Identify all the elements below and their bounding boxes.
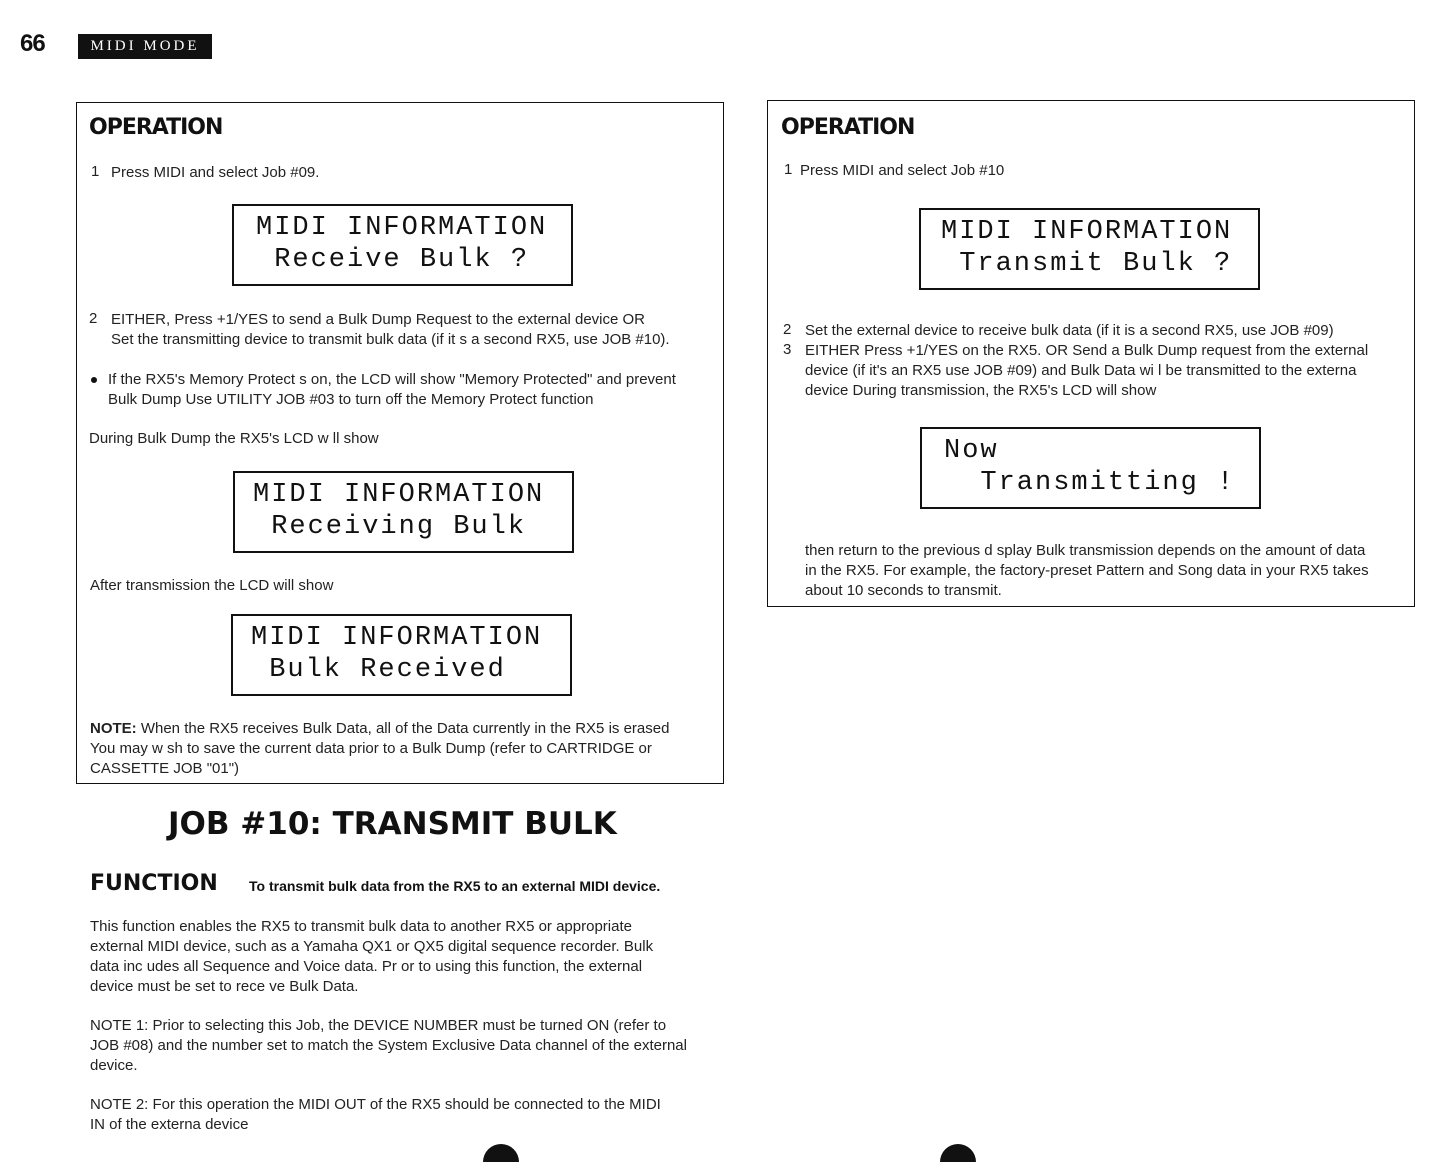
lcd-line-2: Receiving Bulk	[253, 512, 527, 542]
body-text: then return to the previous d splay Bulk transmission depends on the amount of data	[805, 542, 1366, 559]
step-text: Press MIDI and select Job #09.	[111, 164, 320, 181]
bullet-icon	[91, 377, 97, 383]
step-number: 1	[784, 161, 793, 178]
lcd-display	[919, 208, 1260, 290]
note-line: NOTE 2: For this operation the MIDI OUT of the RX5 should be connected to the MIDI	[90, 1096, 661, 1113]
lcd-line-1: MIDI INFORMATION	[253, 480, 545, 510]
note-label: NOTE:	[90, 720, 137, 737]
bullet-text: Bulk Dump Use UTILITY JOB #03 to turn off the Memory Protect function	[108, 391, 594, 408]
lcd-display	[920, 427, 1261, 509]
page-number: 66	[20, 30, 45, 57]
body-text: During Bulk Dump the RX5's LCD w ll show	[89, 430, 379, 447]
body-text: about 10 seconds to transmit.	[805, 582, 1002, 599]
lcd-display	[231, 614, 572, 696]
paragraph-line: external MIDI device, such as a Yamaha QX1 or QX5 digital sequence recorder. Bulk	[90, 938, 654, 955]
lcd-line-2: Transmit Bulk ?	[941, 249, 1233, 279]
bullet-text: If the RX5's Memory Protect s on, the LCD will show "Memory Protected" and prevent	[108, 371, 676, 388]
step-number: 2	[783, 321, 792, 338]
function-label: FUNCTION	[90, 871, 218, 896]
paragraph-line: device must be set to rece ve Bulk Data.	[90, 978, 359, 995]
step-text: EITHER, Press +1/YES to send a Bulk Dump Request to the external device OR	[111, 311, 646, 328]
lcd-line-1: MIDI INFORMATION	[251, 623, 543, 653]
lcd-display	[233, 471, 574, 553]
step-text: Set the external device to receive bulk data (if it is a second RX5, use JOB #09)	[805, 322, 1334, 339]
body-text: After transmission the LCD will show	[90, 577, 334, 594]
paragraph-line: This function enables the RX5 to transmit bulk data to another RX5 or appropriate	[90, 918, 632, 935]
lcd-line-1: MIDI INFORMATION	[941, 217, 1233, 247]
step-text: Press MIDI and select Job #10	[800, 162, 1005, 179]
section-label: MIDI MODE	[78, 34, 212, 59]
operation-heading: OPERATION	[89, 115, 223, 140]
binding-hole-mark	[483, 1144, 519, 1162]
note-line: NOTE 1: Prior to selecting this Job, the DEVICE NUMBER must be turned ON (refer to	[90, 1017, 667, 1034]
lcd-display	[232, 204, 573, 286]
lcd-line-2: Transmitting !	[944, 468, 1236, 498]
paragraph-line: data inc udes all Sequence and Voice data. Pr or to using this function, the external	[90, 958, 643, 975]
note-line: device.	[90, 1057, 138, 1074]
lcd-line-1: Now	[944, 436, 999, 466]
lcd-line-1: MIDI INFORMATION	[256, 213, 548, 243]
lcd-line-2: Receive Bulk ?	[256, 245, 530, 275]
right-operation-box	[767, 100, 1415, 607]
binding-hole-mark	[940, 1144, 976, 1162]
step-number: 3	[783, 341, 792, 358]
note-line: You may w sh to save the current data prior to a Bulk Dump (refer to CARTRIDGE or	[90, 740, 652, 757]
step-text: Set the transmitting device to transmit bulk data (if it s a second RX5, use JOB #10).	[111, 331, 670, 348]
note-line: CASSETTE JOB "01")	[90, 760, 240, 777]
note-text	[90, 719, 720, 739]
lcd-line-2: Bulk Received	[251, 655, 506, 685]
operation-heading: OPERATION	[781, 115, 915, 140]
step-text: device During transmission, the RX5's LCD will show	[805, 382, 1157, 399]
step-text: EITHER Press +1/YES on the RX5. OR Send a Bulk Dump request from the external	[805, 342, 1369, 359]
function-description: To transmit bulk data from the RX5 to an external MIDI device.	[249, 878, 661, 894]
body-text: in the RX5. For example, the factory-preset Pattern and Song data in your RX5 takes	[805, 562, 1369, 579]
left-operation-box	[76, 102, 724, 784]
note-line: When the RX5 receives Bulk Data, all of the Data currently in the RX5 is erased	[140, 720, 670, 737]
step-number: 2	[89, 310, 98, 327]
job-title: JOB #10: TRANSMIT BULK	[168, 806, 617, 842]
step-text: device (if it's an RX5 use JOB #09) and Bulk Data wi l be transmitted to the externa	[805, 362, 1357, 379]
step-number: 1	[91, 163, 100, 180]
note-line: JOB #08) and the number set to match the System Exclusive Data channel of the external	[90, 1037, 687, 1054]
note-line: IN of the externa device	[90, 1116, 249, 1133]
